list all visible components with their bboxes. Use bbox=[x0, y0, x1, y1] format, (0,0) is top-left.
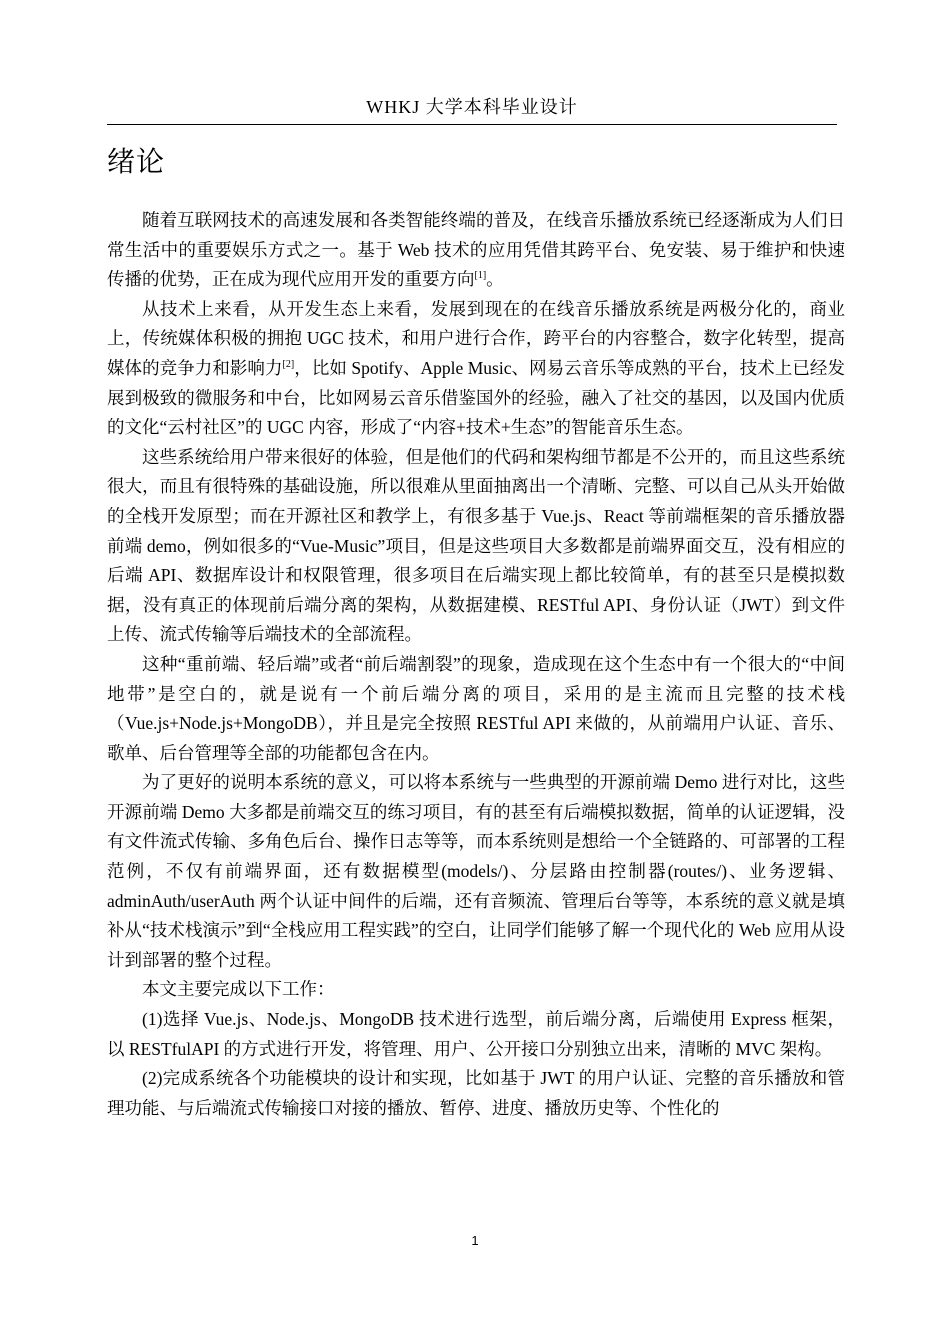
paragraph-7: (1)选择 Vue.js、Node.js、MongoDB 技术进行选型，前后端分离，后端使用 Express 框架，以 RESTfulAPI 的方式进行开发，将管理、用户、公开接口分别独立出来，清晰的 MVC 架构。 bbox=[107, 1009, 845, 1059]
paragraph-4: 这种“重前端、轻后端”或者“前后端割裂”的现象，造成现在这个生态中有一个很大的“中间地带”是空白的，就是说有一个前后端分离的项目，采用的是主流而且完整的技术栈（Vue.js+Node.js+MongoDB），并且是完全按照 RESTful API 来做的，从前端用户认证、音乐、歌单、后台管理等全部的功能都包含在内。 bbox=[107, 653, 845, 763]
paragraph-2: 从技术上来看，从开发生态上来看，发展到现在的在线音乐播放系统是两极分化的，商业上，传统媒体积极的拥抱 UGC 技术，和用户进行合作，跨平台的内容整合，数字化转型，提高媒体的竞争力和影响力[2]，比如 Spotify、Apple Music、网易云音乐等成熟的平台，技术上已经发展到极致的微服务和中台，比如网易云音乐借鉴国外的经验，融入了社交的基因，以及国内优质的文化“云村社区”的 UGC 内容，形成了“内容+技术+生态”的智能音乐生态。 bbox=[107, 298, 845, 438]
citation-ref: [1] bbox=[474, 270, 487, 282]
paragraph-1: 随着互联网技术的高速发展和各类智能终端的普及，在线音乐播放系统已经逐渐成为人们日常生活中的重要娱乐方式之一。基于 Web 技术的应用凭借其跨平台、免安装、易于维护和快速传播的优势，正在成为现代应用开发的重要方向[1]。 bbox=[107, 210, 845, 290]
header-divider bbox=[107, 124, 837, 125]
citation-ref: [2] bbox=[282, 359, 295, 371]
paragraph-5: 为了更好的说明本系统的意义，可以将本系统与一些典型的开源前端 Demo 进行对比，这些开源前端 Demo 大多都是前端交互的练习项目，有的甚至有后端模拟数据，简单的认证逻辑，没有文件流式传输、多角色后台、操作日志等等，而本系统则是想给一个全链路的、可部署的工程范例，不仅有前端界面，还有数据模型(models/)、分层路由控制器(routes/)、业务逻辑、adminAuth/userAuth 两个认证中间件的后端，还有音频流、管理后台等等，本系统的意义就是填补从“技术栈演示”到“全栈应用工程实践”的空白，让同学们能够了解一个现代化的 Web 应用从设计到部署的整个过程。 bbox=[107, 772, 845, 970]
paragraph-8: (2)完成系统各个功能模块的设计和实现，比如基于 JWT 的用户认证、完整的音乐播放和管理功能、与后端流式传输接口对接的播放、暂停、进度、播放历史等、个性化的 bbox=[107, 1068, 845, 1118]
page-number: 1 bbox=[471, 1233, 479, 1248]
body-text bbox=[107, 206, 845, 1123]
paragraph-6: 本文主要完成以下工作： bbox=[142, 979, 335, 1000]
page-header: WHKJ 大学本科毕业设计 bbox=[366, 97, 578, 117]
paragraph-3: 这些系统给用户带来很好的体验，但是他们的代码和架构细节都是不公开的，而且这些系统很大，而且有很特殊的基础设施，所以很难从里面抽离出一个清晰、完整、可以自己从头开始做的全栈开发原型；而在开源社区和教学上，有很多基于 Vue.js、React 等前端框架的音乐播放器前端 demo，例如很多的“Vue-Music”项目，但是这些项目大多数都是前端界面交互，没有相应的后端 API、数据库设计和权限管理，很多项目在后端实现上都比较简单，有的甚至只是模拟数据，没有真正的体现前后端分离的架构，从数据建模、RESTful API、身份认证（JWT）到文件上传、流式传输等后端技术的全部流程。 bbox=[107, 446, 845, 645]
chapter-title: 绪论 bbox=[107, 145, 166, 178]
